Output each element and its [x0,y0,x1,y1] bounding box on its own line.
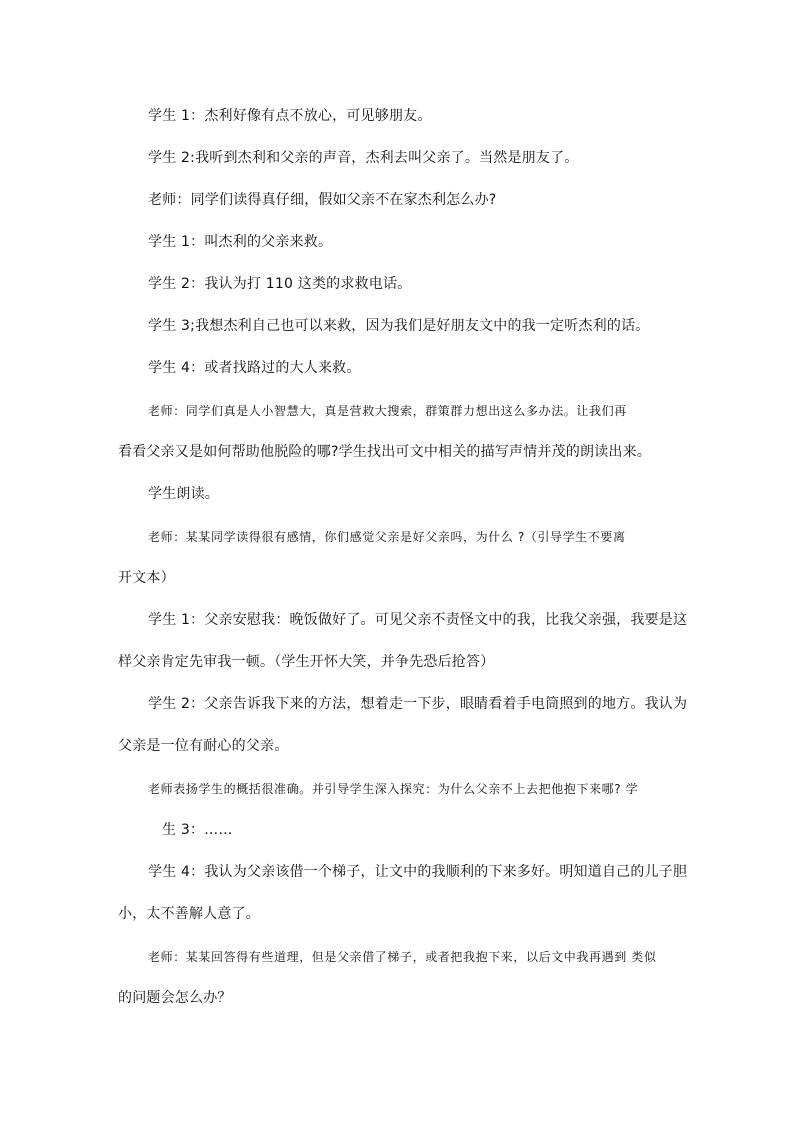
paragraph-line: 学生 1：杰利好像有点不放心，可见够朋友。 [148,108,432,124]
paragraph-line: 的问题会怎么办？ [118,990,232,1006]
paragraph-line: 老师：同学们读得真仔细，假如父亲不在家杰利怎么办? [148,192,497,208]
paragraph-line: 老师：同学们真是人小智慧大，真是营救大搜索，群策群力想出这么多办法。让我们再 [148,404,627,418]
paragraph-line: 生 3：…… [162,822,233,838]
paragraph-line: 学生 4：我认为父亲该借一个梯子，让文中的我顺利的下来多好。明知道自己的儿子胆 [148,864,688,880]
paragraph-line: 学生 2：我认为打 110 这类的求救电话。 [148,276,412,292]
paragraph-line: 父亲是一位有耐心的父亲。 [118,738,289,754]
paragraph-line: 样父亲肯定先审我一顿。（学生开怀大笑，并争先恐后抢答） [118,654,495,670]
paragraph-line: 学生朗读。 [148,486,219,502]
paragraph-line: 看看父亲又是如何帮助他脱险的哪?学生找出可文中相关的描写声情并茂的朗读出来。 [118,444,652,460]
paragraph-line: 老师表扬学生的概括很准确。并引导学生深入探究：为什么父亲不上去把他抱下来哪? 学 [148,782,639,796]
paragraph-line: 开文本） [118,570,175,586]
paragraph-line: 学生 4：或者找路过的大人来救。 [148,360,361,376]
paragraph-line: 小，太不善解人意了。 [118,906,260,922]
paragraph-line: 老师：某某回答得有些道理，但是父亲借了梯子，或者把我抱下来，以后文中我再遇到 类似 [148,950,657,964]
paragraph-line: 学生 2:我听到杰利和父亲的声音，杰利去叫父亲了。当然是朋友了。 [148,150,579,166]
paragraph-line: 学生 1：父亲安慰我：晚饭做好了。可见父亲不责怪文中的我，比我父亲强，我要是这 [148,612,688,628]
paragraph-line: 老师：某某同学读得很有感情，你们感觉父亲是好父亲吗，为什么 ?（引导学生不要离 [148,530,626,544]
paragraph-line: 学生 1：叫杰利的父亲来救。 [148,234,333,250]
paragraph-line: 学生 3;我想杰利自己也可以来救，因为我们是好朋友文中的我一定听杰利的话。 [148,318,650,334]
paragraph-line: 学生 2：父亲告诉我下来的方法，想着走一下步，眼睛看着手电筒照到的地方。我认为 [148,696,688,712]
